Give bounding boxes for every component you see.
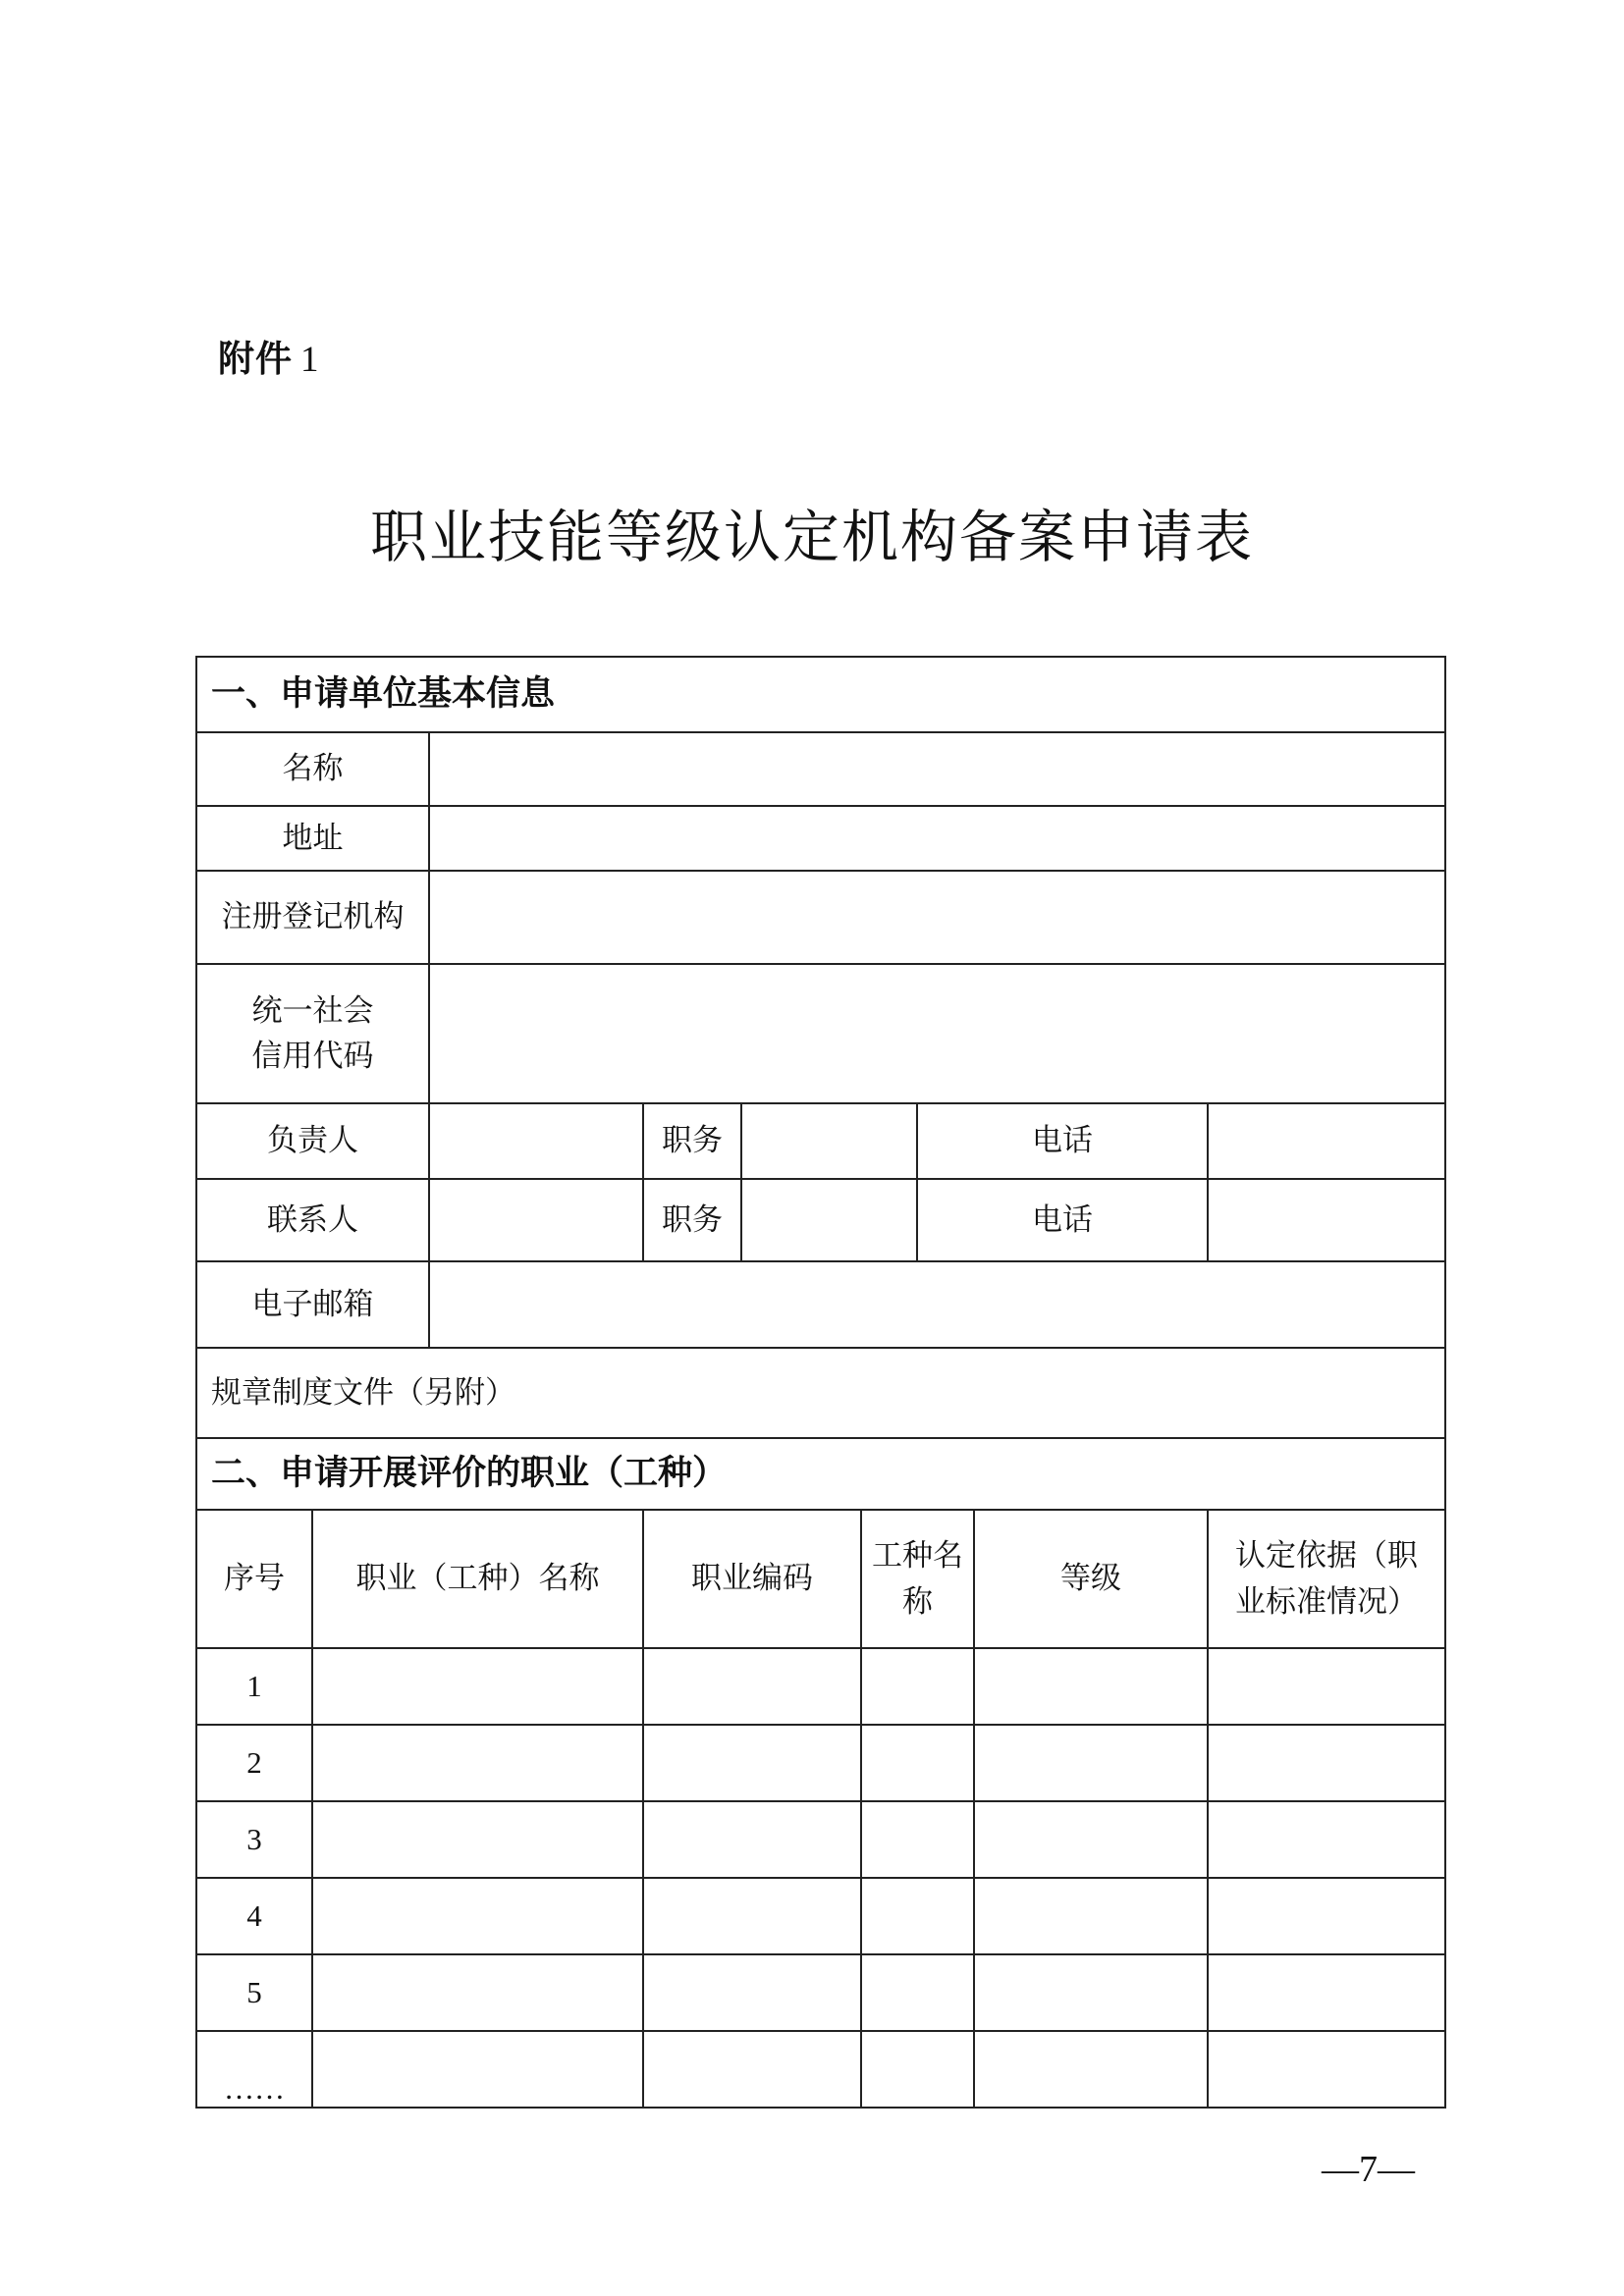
head-phone-label: 电话 (917, 1103, 1208, 1179)
level-cell[interactable] (974, 1954, 1208, 2031)
email-field[interactable] (429, 1261, 1445, 1348)
attachment-text: 附件 (218, 338, 293, 380)
head-position-label: 职务 (643, 1103, 741, 1179)
table-row (196, 2031, 1445, 2108)
row-index: 5 (196, 1954, 312, 2031)
name-label: 名称 (196, 732, 429, 806)
occupation-name-cell[interactable] (312, 1725, 643, 1801)
row-index: …… (196, 2031, 312, 2108)
occupation-code-cell[interactable] (643, 1954, 861, 2031)
contact-phone-field[interactable] (1208, 1179, 1445, 1261)
level-cell[interactable] (974, 1725, 1208, 1801)
row-index: 2 (196, 1725, 312, 1801)
certification-basis-cell[interactable] (1208, 1801, 1445, 1878)
occupation-code-cell[interactable] (643, 2031, 861, 2108)
occupation-code-cell[interactable] (643, 1648, 861, 1725)
address-label: 地址 (196, 806, 429, 871)
occupation-code-cell[interactable] (643, 1801, 861, 1878)
head-label: 负责人 (196, 1103, 429, 1179)
occupation-name-cell[interactable] (312, 2031, 643, 2108)
table-row (196, 1954, 1445, 2031)
level-cell[interactable] (974, 1648, 1208, 1725)
table-row (196, 1801, 1445, 1878)
credit-code-field[interactable] (429, 964, 1445, 1103)
column-header-index: 序号 (196, 1510, 312, 1648)
job-type-name-cell[interactable] (861, 1801, 974, 1878)
certification-basis-cell[interactable] (1208, 1954, 1445, 2031)
level-cell[interactable] (974, 1801, 1208, 1878)
certification-basis-cell[interactable] (1208, 2031, 1445, 2108)
attachment-number: 1 (300, 340, 320, 380)
occupation-name-cell[interactable] (312, 1801, 643, 1878)
job-type-name-cell[interactable] (861, 1878, 974, 1954)
column-header-level: 等级 (974, 1510, 1208, 1648)
registration-authority-field[interactable] (429, 871, 1445, 964)
job-type-name-cell[interactable] (861, 1725, 974, 1801)
attachment-label (218, 329, 320, 382)
contact-phone-label: 电话 (917, 1179, 1208, 1261)
job-type-name-cell[interactable] (861, 1648, 974, 1725)
registration-authority-label: 注册登记机构 (196, 871, 429, 964)
level-cell[interactable] (974, 2031, 1208, 2108)
occupation-name-cell[interactable] (312, 1648, 643, 1725)
column-header-occupation-code: 职业编码 (643, 1510, 861, 1648)
column-header-occupation-name: 职业（工种）名称 (312, 1510, 643, 1648)
application-form-table (195, 656, 1446, 2109)
certification-basis-cell[interactable] (1208, 1725, 1445, 1801)
page-number: —7— (1322, 2149, 1415, 2190)
credit-code-label (196, 964, 429, 1103)
table-row (196, 1878, 1445, 1954)
occupation-name-cell[interactable] (312, 1878, 643, 1954)
section2-heading: 二、申请开展评价的职业（工种） (196, 1438, 1445, 1510)
certification-basis-cell[interactable] (1208, 1648, 1445, 1725)
section1-heading: 一、申请单位基本信息 (196, 657, 1445, 732)
column-header-certification-basis: 认定依据（职业标准情况） (1208, 1510, 1445, 1648)
head-field[interactable] (429, 1103, 643, 1179)
level-cell[interactable] (974, 1878, 1208, 1954)
contact-position-label: 职务 (643, 1179, 741, 1261)
table-row (196, 1725, 1445, 1801)
table-row (196, 1648, 1445, 1725)
occupation-name-cell[interactable] (312, 1954, 643, 2031)
contact-field[interactable] (429, 1179, 643, 1261)
document-title: 职业技能等级认定机构备案申请表 (369, 504, 1254, 570)
row-index: 4 (196, 1878, 312, 1954)
head-phone-field[interactable] (1208, 1103, 1445, 1179)
job-type-name-cell[interactable] (861, 1954, 974, 2031)
address-field[interactable] (429, 806, 1445, 871)
name-field[interactable] (429, 732, 1445, 806)
credit-code-label-line1: 统一社会 (251, 992, 374, 1029)
column-header-job-type-name: 工种名称 (861, 1510, 974, 1648)
contact-position-field[interactable] (741, 1179, 917, 1261)
row-index: 3 (196, 1801, 312, 1878)
head-position-field[interactable] (741, 1103, 917, 1179)
occupation-code-cell[interactable] (643, 1878, 861, 1954)
credit-code-label-line2: 信用代码 (251, 1039, 374, 1074)
row-index: 1 (196, 1648, 312, 1725)
contact-label: 联系人 (196, 1179, 429, 1261)
rules-documents-label: 规章制度文件（另附） (196, 1348, 1445, 1438)
occupation-code-cell[interactable] (643, 1725, 861, 1801)
job-type-name-cell[interactable] (861, 2031, 974, 2108)
certification-basis-cell[interactable] (1208, 1878, 1445, 1954)
email-label: 电子邮箱 (196, 1261, 429, 1348)
